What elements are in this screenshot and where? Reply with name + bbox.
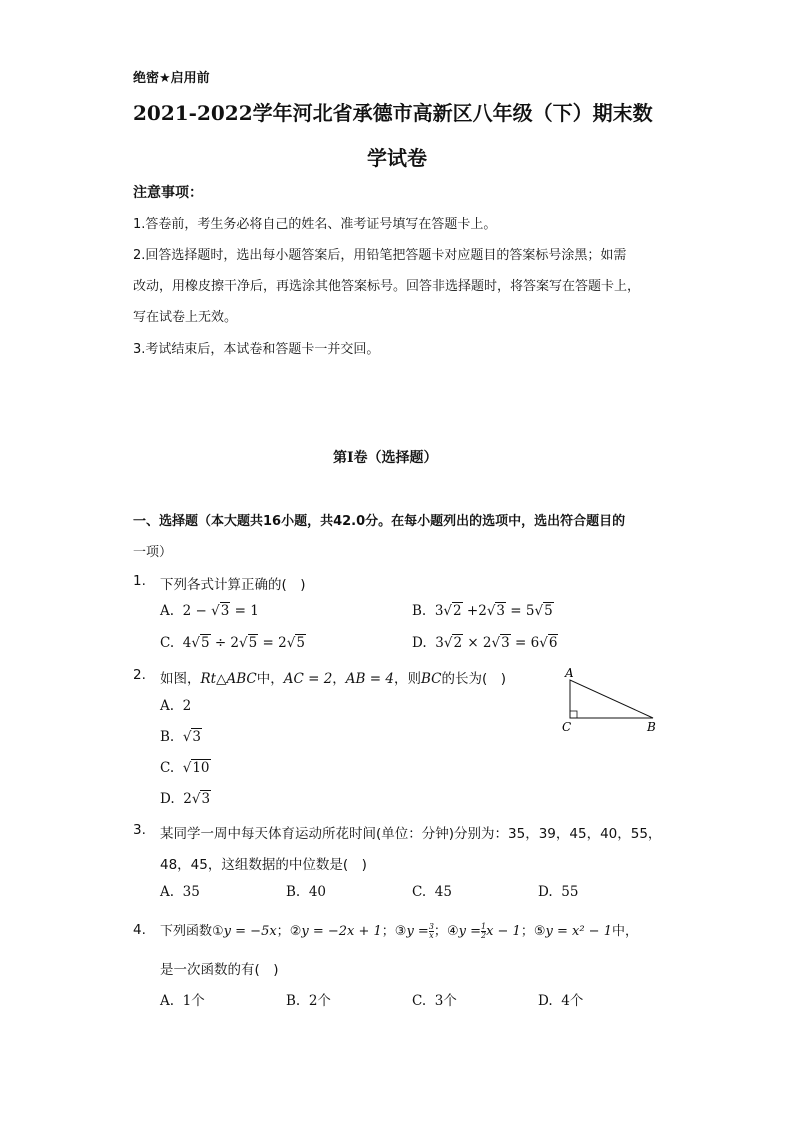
q1-option-d[interactable]: D. 3√2 × 2√3 = 6√6 [412,635,558,651]
q1-c-eq: = 2 [258,635,287,651]
q4-func-4-den: 2 [480,931,487,940]
q4-circle-5: ⑤ [533,924,546,939]
q2-b-radicand: 3 [192,729,202,745]
q1-option-c[interactable]: C. 4√5 ÷ 2√5 = 2√5 [160,635,305,651]
q2-option-b[interactable]: B. √3 [160,729,202,745]
q1-c-r1: 5 [200,635,210,651]
q1-option-a[interactable]: A. 2 − √3 = 1 [160,603,259,619]
q1-a-radicand: 3 [220,603,230,619]
q4-func-4-lhs: y = [458,924,481,939]
q4-number: 4. [133,922,146,938]
q4-d-label: D. [538,993,553,1009]
q2-number: 2. [133,667,146,683]
q1-a-lhs: 2 − [182,603,212,619]
page-title-line1: 2021-2022学年河北省承德市高新区八年级（下）期末数 [133,101,653,125]
secret-label: 绝密★启用前 [133,71,210,86]
q2-d-coef: 2 [183,791,192,807]
q3-number: 3. [133,822,146,838]
q2-c-label: C. [160,760,175,776]
vertex-c-label: C [562,720,572,734]
q1-d-r3: 6 [548,635,558,651]
q3-stem-line2: 48，45，这组数据的中位数是( ) [160,857,367,873]
q4-func-3-den: x [429,931,434,940]
q2-text-mid2: ， [332,671,346,687]
q4-func-5: y = x² − 1 [545,924,612,939]
right-angle-mark [570,711,577,718]
q4-a-value: 1个 [182,993,205,1009]
q4-circle-3: ③ [394,924,407,939]
q2-stem [160,667,506,687]
q2-math-triangle: Rt△ABC [200,671,257,687]
q3-b-label: B. [286,884,301,900]
triangle-shape [570,680,653,718]
notice-item-2-line3: 写在试卷上无效。 [133,310,238,325]
q1-stem: 下列各式计算正确的( ) [160,577,306,593]
q4-func-2: y = −2x + 1 [301,924,382,939]
q2-text-mid1: 中， [256,671,284,687]
q4-func-1: y = −5x [223,924,277,939]
q4-sep-2: ； [381,924,395,939]
q2-a-value: 2 [182,698,192,714]
q4-c-label: C. [412,993,427,1009]
q1-a-label: A. [160,603,175,619]
q4-text-end: 中， [611,924,638,939]
q2-option-a[interactable] [160,698,191,714]
q2-math-ab: AB = 4 [345,671,394,687]
q2-triangle-figure [555,665,665,737]
q3-c-label: C. [412,884,427,900]
q3-stem-line1: 某同学一周中每天体育运动所花时间(单位：分钟)分别为：35，39，45，40，55， [160,826,662,842]
q4-func-4-rhs: x − 1 [486,924,521,939]
q3-a-value: 35 [182,884,200,900]
q4-stem-line2: 是一次函数的有( ) [160,962,279,978]
notice-item-1: 1.答卷前，考生务必将自己的姓名、准考证号填写在答题卡上。 [133,217,497,232]
q4-a-label: A. [160,993,175,1009]
q1-d-r2: 3 [501,635,510,651]
q4-sep-3: ； [433,924,447,939]
q1-d-op: × 2 [463,635,492,651]
q4-d-value: 4个 [561,993,584,1009]
q2-text-mid3: ，则 [393,671,421,687]
q4-b-value: 2个 [308,993,331,1009]
q1-c-label: C. [160,635,175,651]
q1-d-label: D. [412,635,427,651]
q2-c-radicand: 10 [192,760,210,776]
notice-item-3: 3.考试结束后，本试卷和答题卡一并交回。 [133,342,380,357]
q1-b-r1: 2 [453,603,462,619]
q4-text-pre: 下列函数 [160,924,213,939]
page-title-line2: 学试卷 [367,146,427,170]
q1-c-r3: 5 [296,635,305,651]
q1-d-eq: = 6 [510,635,540,651]
vertex-a-label: A [565,666,574,680]
q4-func-4-num: 1 [480,922,487,931]
q4-b-label: B. [286,993,301,1009]
q1-b-r3: 5 [544,603,553,619]
q1-option-b[interactable]: B. 3√2 +2√3 = 5√5 [412,603,553,619]
q4-sep-1: ； [276,924,290,939]
q2-a-label: A. [160,698,175,714]
q4-circle-4: ④ [446,924,459,939]
notice-item-2-line2: 改动，用橡皮擦干净后，再选涂其他答案标号。回答非选择题时，将答案写在答题卡上， [133,279,641,294]
q3-option-c[interactable] [412,884,452,900]
q2-text-pre: 如图， [160,671,201,687]
q2-math-bc: BC [420,671,442,687]
volume-title: 第Ⅰ卷（选择题） [333,450,438,466]
q1-number: 1. [133,573,146,589]
q1-b-r2: 3 [496,603,506,619]
part-heading-line1: 一、选择题（本大题共16小题，共42.0分。在每小题列出的选项中，选出符合题目的 [133,514,626,529]
q4-circle-1: ① [212,924,224,939]
q4-option-c[interactable] [412,989,457,1009]
q2-text-post: 的长为( ) [441,671,507,687]
q1-d-r1: 2 [453,635,463,651]
q4-option-a[interactable] [160,989,205,1009]
q4-option-b[interactable] [286,989,331,1009]
q3-a-label: A. [160,884,175,900]
q2-d-radicand: 3 [201,791,211,807]
q1-a-rhs: = 1 [230,603,259,619]
q4-sep-4: ； [520,924,534,939]
vertex-b-label: B [647,720,656,734]
q4-c-value: 3个 [434,993,457,1009]
q4-circle-2: ② [289,924,302,939]
q3-option-b[interactable] [286,884,326,900]
q1-d-c1: 3 [435,635,444,651]
q4-option-d[interactable] [538,989,583,1009]
q1-b-label: B. [412,603,427,619]
q2-d-label: D. [160,791,175,807]
q3-b-value: 40 [308,884,326,900]
q1-c-r2: 5 [248,635,258,651]
q3-option-d[interactable] [538,884,578,900]
q3-option-a[interactable] [160,884,200,900]
q1-b-op: +2 [462,603,487,619]
notice-heading: 注意事项： [133,185,203,201]
q3-d-label: D. [538,884,553,900]
q3-d-value: 55 [561,884,579,900]
q2-option-c[interactable]: C. √10 [160,760,210,776]
part-heading-line2: 一项） [133,545,173,560]
q2-math-ac: AC = 2 [283,671,333,687]
q1-b-eq: = 5 [506,603,535,619]
q2-b-label: B. [160,729,175,745]
q4-func-3-lhs: y = [406,924,429,939]
notice-item-2-line1: 2.回答选择题时，选出每小题答案后，用铅笔把答题卡对应题目的答案标号涂黑；如需 [133,248,627,263]
q2-option-d[interactable]: D. 2√3 [160,791,211,807]
q4-func-3-num: 3 [428,922,434,931]
q1-b-c1: 3 [434,603,444,619]
q3-c-value: 45 [434,884,452,900]
q4-stem-line1 [160,920,638,940]
q1-c-c1: 4 [182,635,192,651]
q1-c-op: ÷ 2 [210,635,240,651]
